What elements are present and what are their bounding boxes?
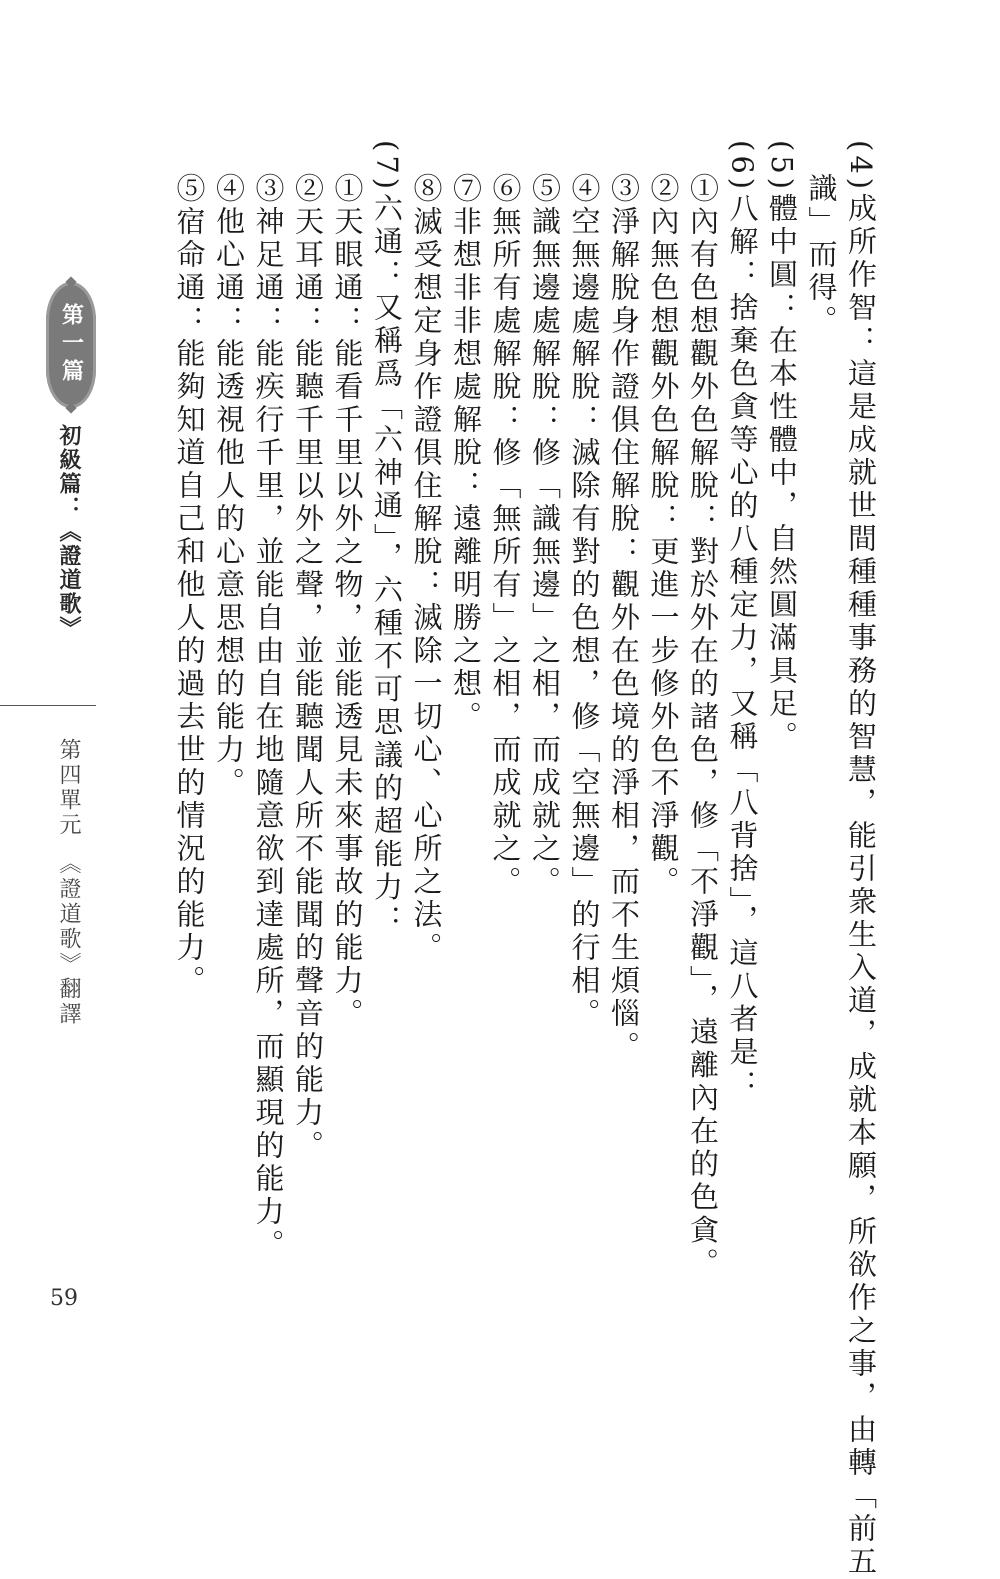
sidebar [0, 0, 110, 1353]
text-line: ⑤識無邊處解脫：修「識無邊」之相，而成就之。 [528, 140, 562, 899]
text-line: ②內無色想觀外色解脫：更進一步修外色不淨觀。 [646, 140, 681, 899]
text-line: 識」而得。 [804, 140, 839, 338]
text-line: ⑦非想非非想處解脫：遠離明勝之想。 [449, 140, 483, 734]
text-line: ②天耳通：能聽千里以外之聲，並能聽聞人所不能聞的聲音的能力。 [291, 140, 325, 1163]
text-line: ⑥無所有處解脫：修「無所有」之相，而成就之。 [488, 140, 523, 899]
page-number: 59 [50, 1286, 78, 1311]
text-line: ①天眼通：能看千里以外之物，並能透見未來事故的能力。 [330, 140, 365, 1031]
text-line: ④空無邊處解脫：滅除有對的色想，修「空無邊」的行相。 [567, 140, 602, 1031]
main-text [169, 140, 880, 1579]
text-line: ①內有色想觀外色解脫：對於外在的諸色，修「不淨觀」，遠離內在的色貪。 [686, 140, 720, 1281]
text-line: ③神足通：能疾行千里，並能自由自在地隨意欲到達處所，而顯現的能力。 [251, 140, 286, 1262]
text-line: (6)八解：捨棄色貪等心的八種定力，又稱「八背捨」，這八者是： [725, 140, 760, 1103]
text-line: (5)體中圓：在本性體中，自然圓滿具足。 [765, 140, 799, 755]
divider [0, 705, 96, 706]
text-line: ⑧滅受想定身作證俱住解脫：滅除一切心、心所之法。 [409, 140, 444, 965]
text-line: ④他心通：能透視他人的心意思想的能力。 [212, 140, 246, 800]
text-line: ③淨解脫身作證俱住解脫：觀外在色境的淨相，而不生煩惱。 [607, 140, 641, 1064]
text-line: (7)六通：又稱爲「六神通」，六種不可思議的超能力： [370, 140, 404, 938]
unit-title: 第四單元 《證道歌》翻譯 [56, 738, 81, 1027]
text-line: (4)成所作智：這是成就世間種種事務的智慧，能引衆生入道，成就本願，所欲作之事，由轉「前五 [844, 140, 878, 1579]
section-title: 初級篇：《證道歌》 [56, 424, 81, 640]
text-line: ⑤宿命通：能夠知道自己和他人的過去世的情況的能力。 [172, 140, 207, 998]
chapter-badge: 第一篇 [46, 282, 96, 408]
